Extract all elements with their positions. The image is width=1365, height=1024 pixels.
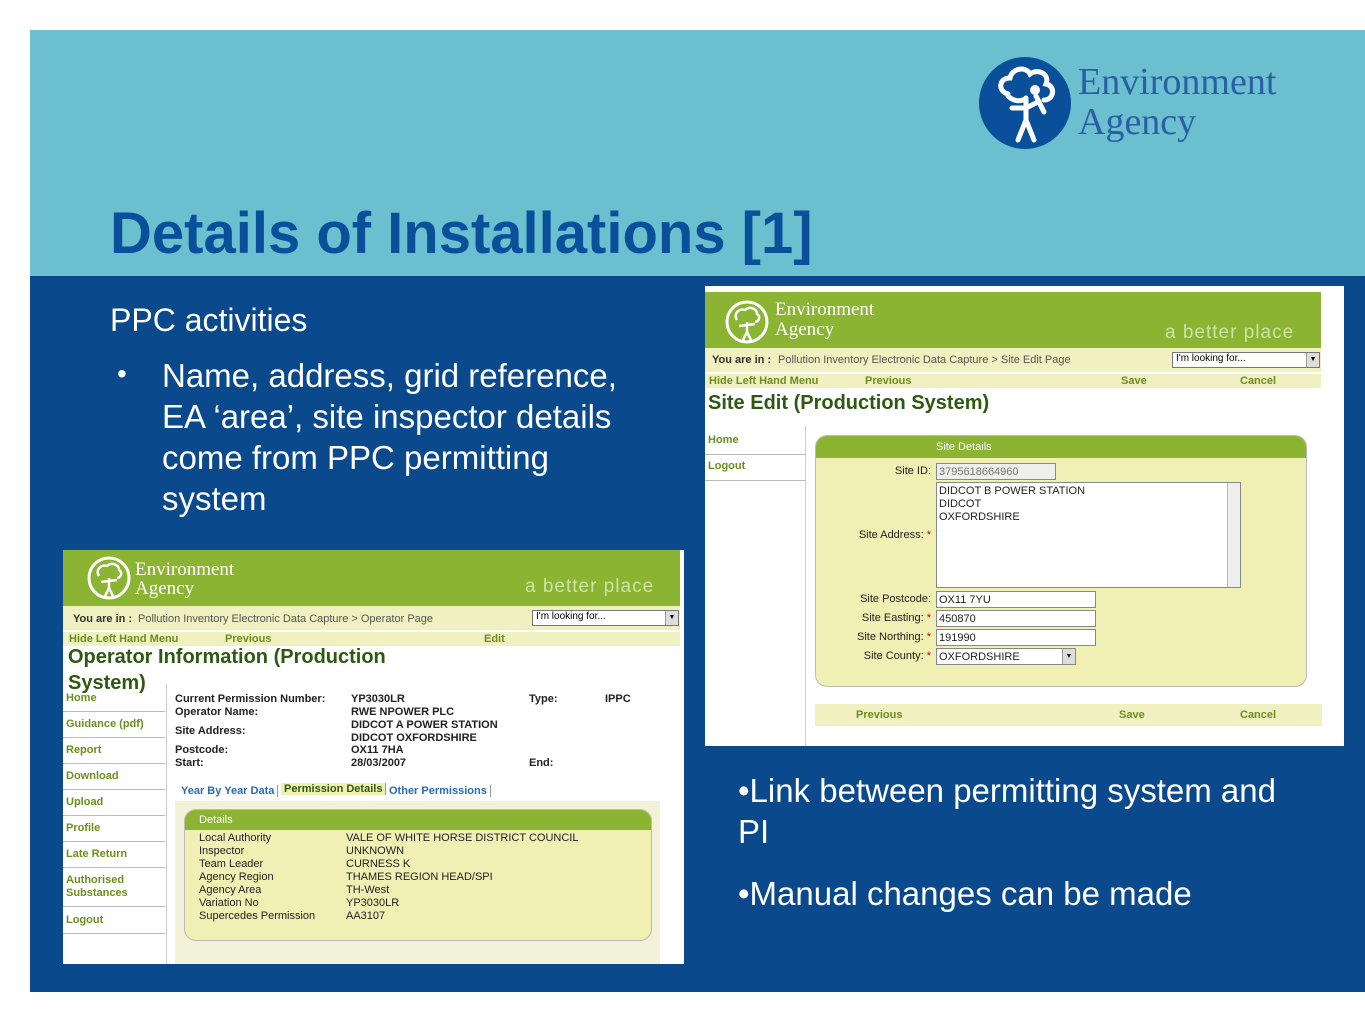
nav-profile[interactable]: Profile	[66, 822, 101, 834]
breadcrumb-label: You are in :	[712, 354, 772, 366]
site-easting-field[interactable]: 450870	[936, 610, 1096, 627]
address-line: DIDCOT	[939, 498, 982, 510]
panel-header	[816, 436, 1306, 458]
nav-divider	[63, 841, 165, 842]
nav-guidance[interactable]: Guidance (pdf)	[66, 718, 144, 730]
hide-menu-link[interactable]: Hide Left Hand Menu	[709, 375, 819, 387]
site-easting-label-text: Site Easting:	[861, 612, 924, 624]
site-address-textarea[interactable]	[936, 482, 1241, 588]
bottom-action-bar	[815, 704, 1322, 726]
previous-link[interactable]: Previous	[865, 375, 912, 387]
site-county-select[interactable]	[936, 648, 1076, 665]
nav-logout[interactable]: Logout	[66, 914, 104, 926]
panel-header	[185, 810, 651, 830]
detail-key: Supercedes Permission	[199, 910, 316, 922]
tab-other-permissions[interactable]: Other Permissions	[386, 785, 491, 797]
left-nav	[63, 684, 167, 964]
site-edit-screenshot	[705, 286, 1344, 746]
ea-tree-icon	[725, 300, 769, 344]
right-bullet-manual: •Manual changes can be made	[738, 875, 1192, 912]
cancel-link[interactable]: Cancel	[1240, 709, 1277, 721]
tagline: a better place	[525, 576, 655, 597]
looking-for-select[interactable]	[1172, 352, 1320, 368]
detail-value: YP3030LR	[346, 897, 400, 909]
site-edit-header	[705, 292, 1321, 348]
page-title: Site Edit (Production System)	[708, 392, 990, 414]
chevron-down-icon[interactable]: ▼	[1306, 353, 1319, 367]
right-bullet-link: •Link between permitting system and PI	[738, 772, 1276, 850]
site-details-panel	[815, 435, 1307, 687]
logo-text-line2: Agency	[775, 319, 835, 340]
nav-download[interactable]: Download	[66, 770, 119, 782]
address-scrollbar[interactable]	[1227, 483, 1240, 587]
detail-value: THAMES REGION HEAD/SPI	[346, 871, 493, 883]
chevron-down-icon[interactable]: ▼	[1062, 649, 1075, 664]
detail-key: Local Authority	[199, 832, 272, 844]
site-county-label	[816, 650, 931, 662]
detail-value: UNKNOWN	[346, 845, 405, 857]
nav-home[interactable]: Home	[66, 692, 97, 704]
site-id-label: Site ID:	[894, 465, 931, 477]
nav-report[interactable]: Report	[66, 744, 102, 756]
site-northing-field[interactable]: 191990	[936, 629, 1096, 646]
left-nav	[705, 426, 806, 746]
site-northing-label	[816, 631, 931, 643]
start-label: Start:	[175, 757, 204, 769]
bullet-text: Name, address, grid reference, EA ‘area’, site inspector details come from PPC permitting system	[162, 357, 617, 517]
site-address-label	[816, 529, 931, 541]
detail-value: CURNESS K	[346, 858, 411, 870]
cancel-link[interactable]: Cancel	[1240, 375, 1277, 387]
breadcrumb-label: You are in :	[73, 613, 133, 625]
nav-authorised-substances[interactable]: Authorised Substances	[66, 874, 128, 899]
logo-text-line1: Environment	[1078, 61, 1277, 103]
detail-key: Team Leader	[199, 858, 264, 870]
looking-for-value: I'm looking for...	[536, 611, 606, 622]
breadcrumb-path[interactable]: Pollution Inventory Electronic Data Capture > Operator Page	[138, 613, 434, 625]
detail-value: VALE OF WHITE HORSE DISTRICT COUNCIL	[346, 832, 579, 844]
site-county-label-text: Site County:	[863, 650, 924, 662]
tagline: a better place	[1165, 322, 1295, 343]
site-easting-label	[816, 612, 931, 624]
nav-divider	[705, 480, 805, 481]
nav-divider	[63, 867, 165, 868]
page-title-line1: Operator Information (Production	[68, 646, 386, 668]
site-postcode-field[interactable]: OX11 7YU	[936, 591, 1096, 608]
nav-home[interactable]: Home	[708, 434, 739, 446]
detail-key: Agency Region	[199, 871, 274, 883]
site-county-value: OXFORDSHIRE	[939, 651, 1020, 663]
end-label: End:	[529, 757, 554, 769]
nav-upload[interactable]: Upload	[66, 796, 104, 808]
required-mark: *	[926, 650, 931, 662]
detail-value: AA3107	[346, 910, 386, 922]
address-line: DIDCOT B POWER STATION	[939, 485, 1086, 497]
site-postcode-label: Site Postcode:	[860, 593, 931, 605]
operator-label: Operator Name:	[175, 706, 259, 718]
logo-text-line2: Agency	[1078, 101, 1197, 143]
operator-header	[63, 550, 680, 606]
nav-divider	[63, 763, 165, 764]
tree-person-icon	[978, 56, 1074, 150]
breadcrumb-path[interactable]: Pollution Inventory Electronic Data Capture > Site Edit Page	[778, 354, 1071, 366]
permission-label: Current Permission Number:	[175, 693, 326, 705]
start-value: 28/03/2007	[351, 757, 407, 769]
previous-link[interactable]: Previous	[225, 633, 272, 645]
address-line: OXFORDSHIRE	[939, 511, 1020, 523]
nav-logout[interactable]: Logout	[708, 460, 746, 472]
looking-for-select[interactable]	[532, 610, 679, 626]
site-northing-label-text: Site Northing:	[857, 631, 924, 643]
address-line2: DIDCOT OXFORDSHIRE	[351, 732, 477, 744]
nav-divider	[705, 454, 805, 455]
detail-key: Variation No	[199, 897, 259, 909]
panel-title: Details	[199, 814, 233, 826]
page-title-line2: System)	[68, 672, 146, 694]
looking-for-value: I'm looking for...	[1176, 353, 1246, 364]
permission-value: YP3030LR	[351, 693, 405, 705]
detail-key: Inspector	[199, 845, 245, 857]
ppc-heading: PPC activities	[110, 302, 308, 338]
nav-divider	[63, 789, 165, 790]
hide-menu-link[interactable]: Hide Left Hand Menu	[69, 633, 179, 645]
nav-divider	[63, 711, 165, 712]
logo-text-line2: Agency	[135, 578, 195, 599]
ea-tree-icon	[87, 556, 131, 600]
required-mark: *	[926, 631, 931, 643]
details-panel	[184, 809, 652, 941]
breadcrumb	[63, 606, 680, 630]
nav-divider	[63, 906, 165, 907]
nav-divider	[63, 737, 165, 738]
required-mark: *	[926, 612, 931, 624]
site-address-label-text: Site Address:	[858, 529, 924, 541]
breadcrumb	[705, 348, 1321, 372]
tab-permission-details[interactable]: Permission Details	[281, 783, 386, 795]
nav-divider	[63, 815, 165, 816]
postcode-value: OX11 7HA	[351, 744, 404, 756]
type-label: Type:	[529, 693, 558, 705]
tab-year-by-year[interactable]: Year By Year Data	[178, 785, 278, 797]
nav-divider	[63, 933, 165, 934]
slide-title: Details of Installations [1]	[110, 201, 813, 266]
address-line1: DIDCOT A POWER STATION	[351, 719, 498, 731]
bullet-marker: •	[117, 358, 127, 389]
nav-late-return[interactable]: Late Return	[66, 848, 128, 860]
detail-key: Agency Area	[199, 884, 262, 896]
logo-text-line1: Environment	[135, 559, 235, 580]
type-value: IPPC	[605, 693, 631, 705]
postcode-label: Postcode:	[175, 744, 229, 756]
edit-link[interactable]: Edit	[484, 633, 505, 645]
save-link[interactable]: Save	[1121, 375, 1147, 387]
required-mark: *	[926, 529, 931, 541]
chevron-down-icon[interactable]: ▼	[665, 611, 678, 625]
detail-value: TH-West	[346, 884, 390, 896]
panel-title: Site Details	[936, 441, 992, 453]
site-edit-action-bar	[705, 374, 1321, 388]
operator-page-screenshot	[63, 550, 684, 964]
environment-agency-logo	[978, 56, 1318, 150]
site-id-field: 3795618664960	[936, 463, 1056, 480]
logo-text-line1: Environment	[775, 299, 875, 320]
address-label: Site Address:	[175, 725, 246, 737]
operator-value: RWE NPOWER PLC	[351, 706, 455, 718]
save-link[interactable]: Save	[1119, 709, 1145, 721]
previous-link[interactable]: Previous	[856, 709, 903, 721]
